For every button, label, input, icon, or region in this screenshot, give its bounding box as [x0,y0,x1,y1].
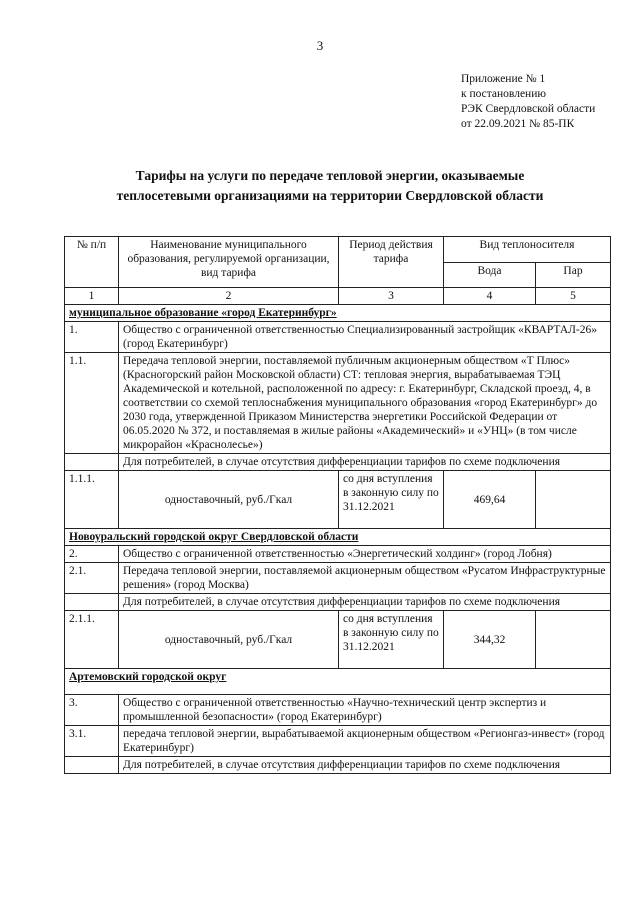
header-water: Вода [444,263,536,288]
row-num-empty [65,594,119,611]
org-name: Общество с ограниченной ответственностью «Энергетический холдинг» (город Лобня) [119,546,611,563]
table-row [65,594,611,611]
row-num: 2. [65,546,119,563]
table-row [65,726,611,757]
annex-line: от 22.09.2021 № 85-ПК [461,118,575,130]
title-line: Тарифы на услуги по передаче тепловой энергии, оказываемые [135,168,525,183]
row-num-empty [65,454,119,471]
service-description: передача тепловой энергии, вырабатываемой акционерным обществом «Регионгаз-инвест» (город Екатеринбург) [119,726,611,757]
section-title: Новоуральский городской округ Свердловской области [65,529,611,546]
tariff-table [64,236,611,774]
header-carrier: Вид теплоносителя [444,237,611,263]
header-name: Наименование муниципального образования, регулируемой организации, вид тарифа [119,237,339,288]
water-value: 469,64 [444,471,536,529]
table-row [65,695,611,726]
service-description: Передача тепловой энергии, поставляемой публичным акционерным обществом «Т Плюс» (Красногорский район Московской области) СТ: тепловая энергия, вырабатываемая ТЭЦ Академической и котельной, расположенной по адресу: г. Екатеринбург, Складской проезд, 4, в соответствии со схемой теплоснабжения муниципального образования «город Екатеринбург» до 2030 года, утвержденной Приказом Министерства энергетики Российской Федерации от 06.05.2020 № 372, и поставляемая в жилые районы «Академический» и «УНЦ» (в том числе микрорайон «Краснолесье») [119,353,611,454]
col-number: 5 [536,288,611,305]
row-num: 1. [65,322,119,353]
steam-value [536,471,611,529]
water-value: 344,32 [444,611,536,669]
row-num-empty [65,757,119,774]
header-num: № п/п [65,237,119,288]
col-number: 4 [444,288,536,305]
row-num: 1.1. [65,353,119,454]
row-num: 3. [65,695,119,726]
tariff-row [65,611,611,669]
tariff-period: со дня вступления в законную силу по 31.12.2021 [339,471,444,529]
row-num: 1.1.1. [65,471,119,529]
consumer-note: Для потребителей, в случае отсутствия дифференциации тарифов по схеме подключения [119,454,611,471]
table-row [65,353,611,454]
service-description: Передача тепловой энергии, поставляемой акционерным обществом «Русатом Инфраструктурные решения» (город Москва) [119,563,611,594]
annex-line: Приложение № 1 [461,73,546,85]
table-row [65,757,611,774]
tariff-period: со дня вступления в законную силу по 31.12.2021 [339,611,444,669]
page-number: 3 [316,38,324,53]
consumer-note: Для потребителей, в случае отсутствия дифференциации тарифов по схеме подключения [119,594,611,611]
title-line: теплосетевыми организациями на территории Свердловской области [116,188,544,203]
tariff-type: одноставочный, руб./Гкал [119,471,339,529]
row-num: 2.1.1. [65,611,119,669]
col-number: 3 [339,288,444,305]
column-number-row [65,288,611,305]
row-num: 3.1. [65,726,119,757]
section-title: муниципальное образование «город Екатеринбург» [65,305,611,322]
table-row [65,563,611,594]
table-row [65,454,611,471]
header-period: Период действия тарифа [339,237,444,288]
header-steam: Пар [536,263,611,288]
document-title [40,166,620,206]
annex-line: РЭК Свердловской области [461,103,596,115]
consumer-note: Для потребителей, в случае отсутствия дифференциации тарифов по схеме подключения [119,757,611,774]
col-number: 2 [119,288,339,305]
section-title: Артемовский городской округ [65,669,611,695]
row-num: 2.1. [65,563,119,594]
col-number: 1 [65,288,119,305]
tariff-row [65,471,611,529]
tariff-type: одноставочный, руб./Гкал [119,611,339,669]
steam-value [536,611,611,669]
table-row [65,546,611,563]
annex-reference [461,72,595,132]
table-row [65,322,611,353]
org-name: Общество с ограниченной ответственностью «Научно-технический центр экспертиз и промышленной безопасности» (город Екатеринбург) [119,695,611,726]
org-name: Общество с ограниченной ответственностью Специализированный застройщик «КВАРТАЛ-26» (город Екатеринбург) [119,322,611,353]
annex-line: к постановлению [461,88,546,100]
